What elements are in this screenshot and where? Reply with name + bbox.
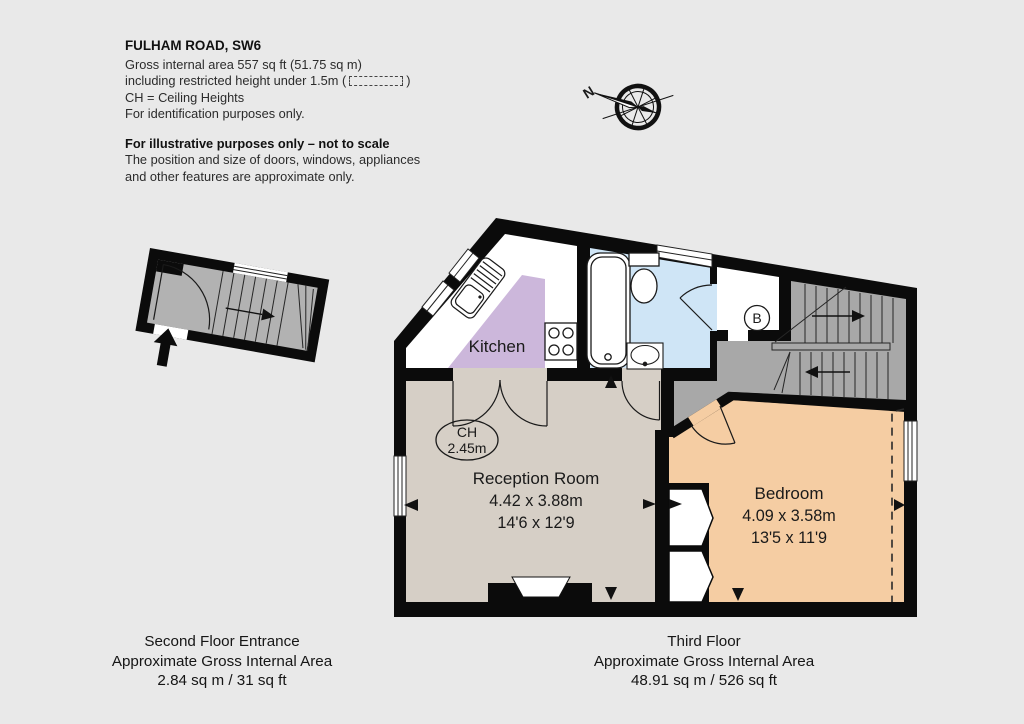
- ch-label: CH: [456, 424, 478, 440]
- bedroom-dims-ft: 13'5 x 11'9: [750, 529, 828, 547]
- third-floor-caption: [534, 632, 874, 691]
- toilet: [629, 253, 659, 303]
- third-floor-title: Third Floor: [667, 633, 741, 650]
- ch-legend-line: CH = Ceiling Heights: [125, 89, 245, 105]
- identification-line: For identification purposes only.: [125, 106, 305, 121]
- reception-floor: [406, 380, 661, 602]
- third-floor-area-value: 48.91 sq m / 526 sq ft: [630, 672, 778, 689]
- reception-name: Reception Room: [472, 469, 600, 488]
- boiler-label: B: [752, 310, 762, 326]
- kitchen-door-opening: [453, 368, 547, 381]
- second-floor-area-value: 2.84 sq m / 31 sq ft: [157, 672, 287, 689]
- restricted-height-line: including restricted height under 1.5m ( ): [125, 73, 411, 88]
- bathtub: [587, 253, 630, 368]
- bedroom-labels: [742, 484, 836, 547]
- wash-basin: [627, 343, 663, 369]
- third-floor-area-label: Approximate Gross Internal Area: [593, 652, 815, 670]
- disclaimer-line1: The position and size of doors, windows, appliances: [125, 152, 421, 167]
- bedroom-window: [904, 421, 917, 481]
- bedroom-name: Bedroom: [754, 484, 824, 503]
- reception-window: [394, 456, 406, 516]
- second-floor-caption: [52, 632, 392, 691]
- reception-dims-m: 4.42 x 3.88m: [489, 492, 583, 510]
- bedroom-dims-m: 4.09 x 3.58m: [742, 507, 836, 525]
- kitchen-label: Kitchen: [468, 337, 526, 356]
- reception-dims-ft: 14'6 x 12'9: [497, 514, 575, 532]
- cupboard-door-opening: [728, 330, 748, 341]
- hob: [545, 323, 577, 360]
- gross-area-line: Gross internal area 557 sq ft (51.75 sq m): [125, 56, 362, 72]
- reception-door-opening: [622, 368, 661, 381]
- second-floor-plan: [130, 248, 329, 392]
- ch-value: 2.45m: [447, 440, 487, 456]
- compass-north-label: N: [579, 82, 598, 102]
- boiler-badge: [745, 306, 770, 331]
- compass-icon: [580, 72, 673, 137]
- property-title: FULHAM ROAD, SW6: [125, 38, 262, 53]
- second-floor-title: Second Floor Entrance: [144, 633, 300, 650]
- bathroom-door-opening: [710, 284, 717, 331]
- second-floor-area-label: Approximate Gross Internal Area: [111, 652, 333, 670]
- disclaimer-line2: and other features are approximate only.: [125, 168, 355, 184]
- disclaimer-title: For illustrative purposes only – not to scale: [125, 135, 390, 151]
